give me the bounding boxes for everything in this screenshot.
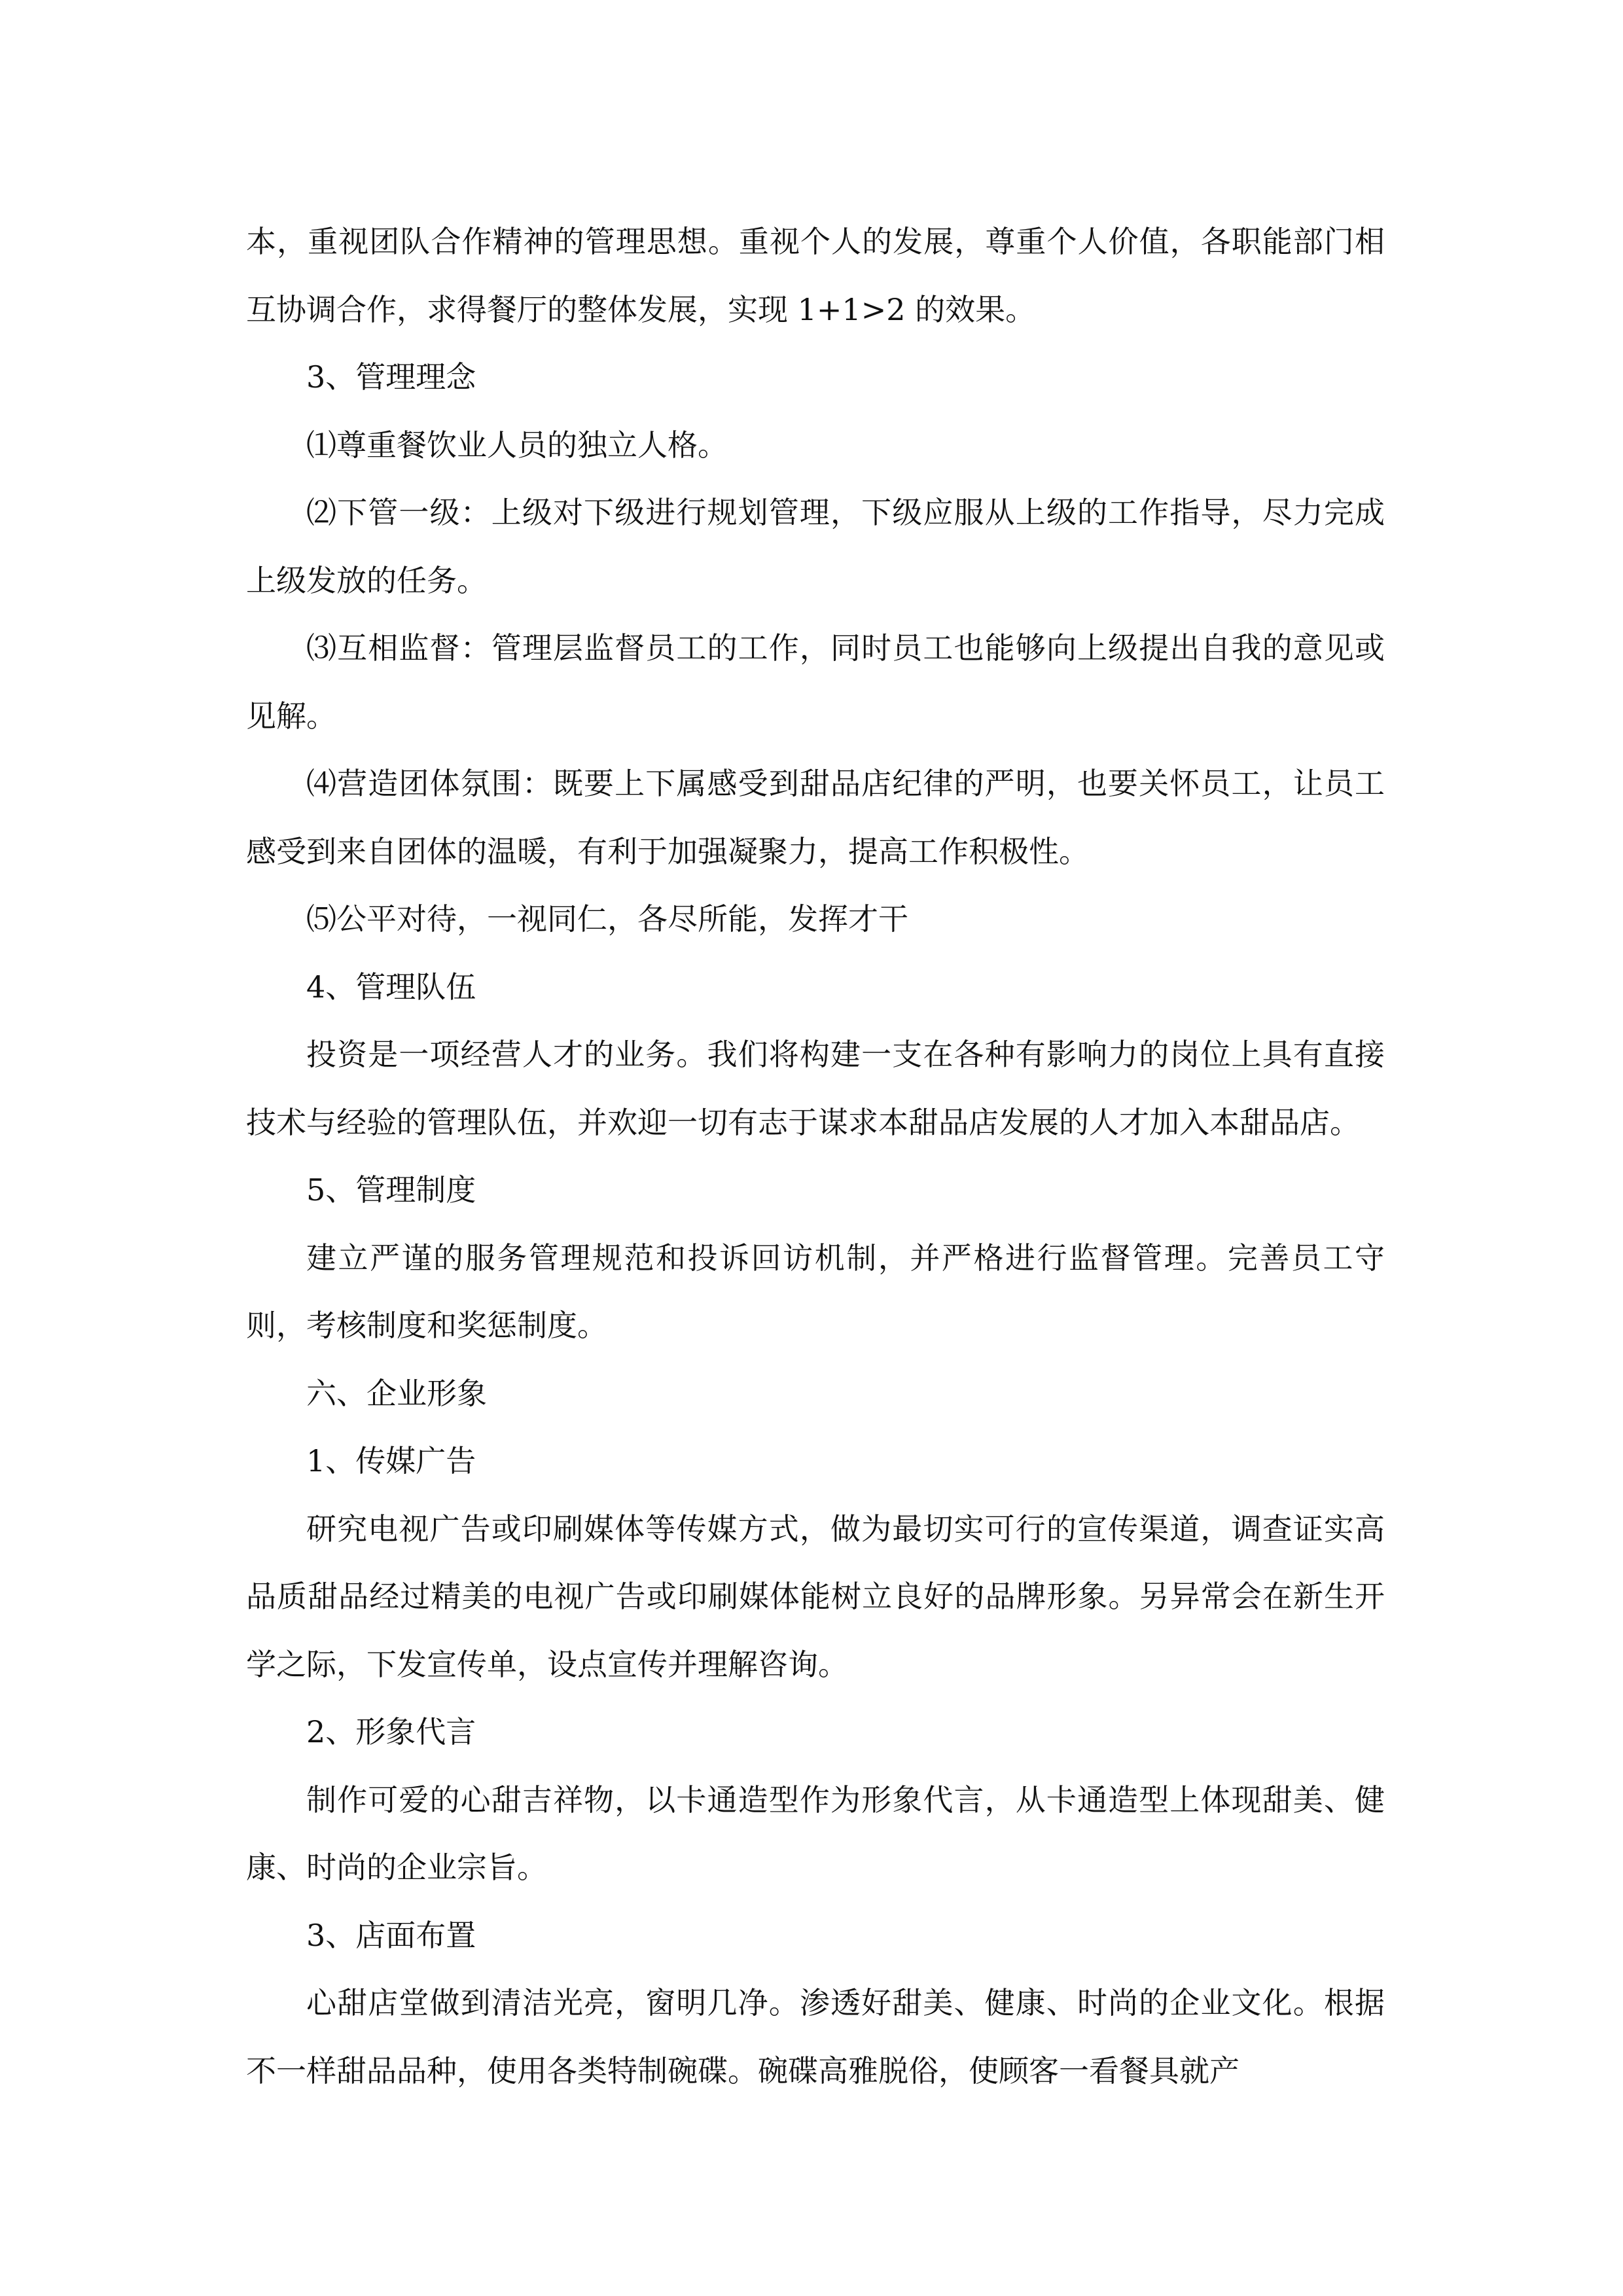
list-item-2: ⑵下管一级：上级对下级进行规划管理，下级应服从上级的工作指导，尽力完成上级发放的任务。: [246, 495, 1385, 598]
heading-management-philosophy: 3、管理理念: [306, 359, 476, 395]
heading-image-spokesperson: 2、形象代言: [306, 1714, 476, 1749]
document-body: [246, 208, 1385, 2105]
paragraph-management-system: 建立严谨的服务管理规范和投诉回访机制，并严格进行监督管理。完善员工守则，考核制度和奖惩制度。: [246, 1240, 1385, 1343]
heading-management-system: 5、管理制度: [306, 1172, 476, 1208]
section-heading-corporate-image: 六、企业形象: [306, 1375, 487, 1411]
paragraph-image-spokesperson: 制作可爱的心甜吉祥物，以卡通造型作为形象代言，从卡通造型上体现甜美、健康、时尚的企业宗旨。: [246, 1782, 1385, 1885]
heading-management-team: 4、管理队伍: [306, 969, 476, 1005]
list-item-1: ⑴尊重餐饮业人员的独立人格。: [306, 427, 728, 463]
paragraph-store-layout: 心甜店堂做到清洁光亮，窗明几净。渗透好甜美、健康、时尚的企业文化。根据不一样甜品品种，使用各类特制碗碟。碗碟高雅脱俗，使顾客一看餐具就产: [246, 1985, 1385, 2089]
paragraph-management-team: 投资是一项经营人才的业务。我们将构建一支在各种有影响力的岗位上具有直接技术与经验的管理队伍，并欢迎一切有志于谋求本甜品店发展的人才加入本甜品店。: [246, 1037, 1385, 1140]
heading-media-advertising: 1、传媒广告: [306, 1443, 476, 1479]
paragraph-media-advertising: 研究电视广告或印刷媒体等传媒方式，做为最切实可行的宣传渠道，调查证实高品质甜品经过精美的电视广告或印刷媒体能树立良好的品牌形象。另异常会在新生开学之际，下发宣传单，设点宣传并理解咨询。: [246, 1511, 1385, 1682]
list-item-3: ⑶互相监督：管理层监督员工的工作，同时员工也能够向上级提出自我的意见或见解。: [246, 630, 1385, 734]
paragraph-continuation: 本，重视团队合作精神的管理思想。重视个人的发展，尊重个人价值，各职能部门相互协调合作，求得餐厅的整体发展，实现 1+1>2 的效果。: [246, 224, 1385, 327]
heading-store-layout: 3、店面布置: [306, 1917, 476, 1953]
list-item-5: ⑸公平对待，一视同仁，各尽所能，发挥才干: [306, 901, 908, 937]
list-item-4: ⑷营造团体氛围：既要上下属感受到甜品店纪律的严明，也要关怀员工，让员工感受到来自团体的温暖，有利于加强凝聚力，提高工作积极性。: [246, 766, 1385, 869]
